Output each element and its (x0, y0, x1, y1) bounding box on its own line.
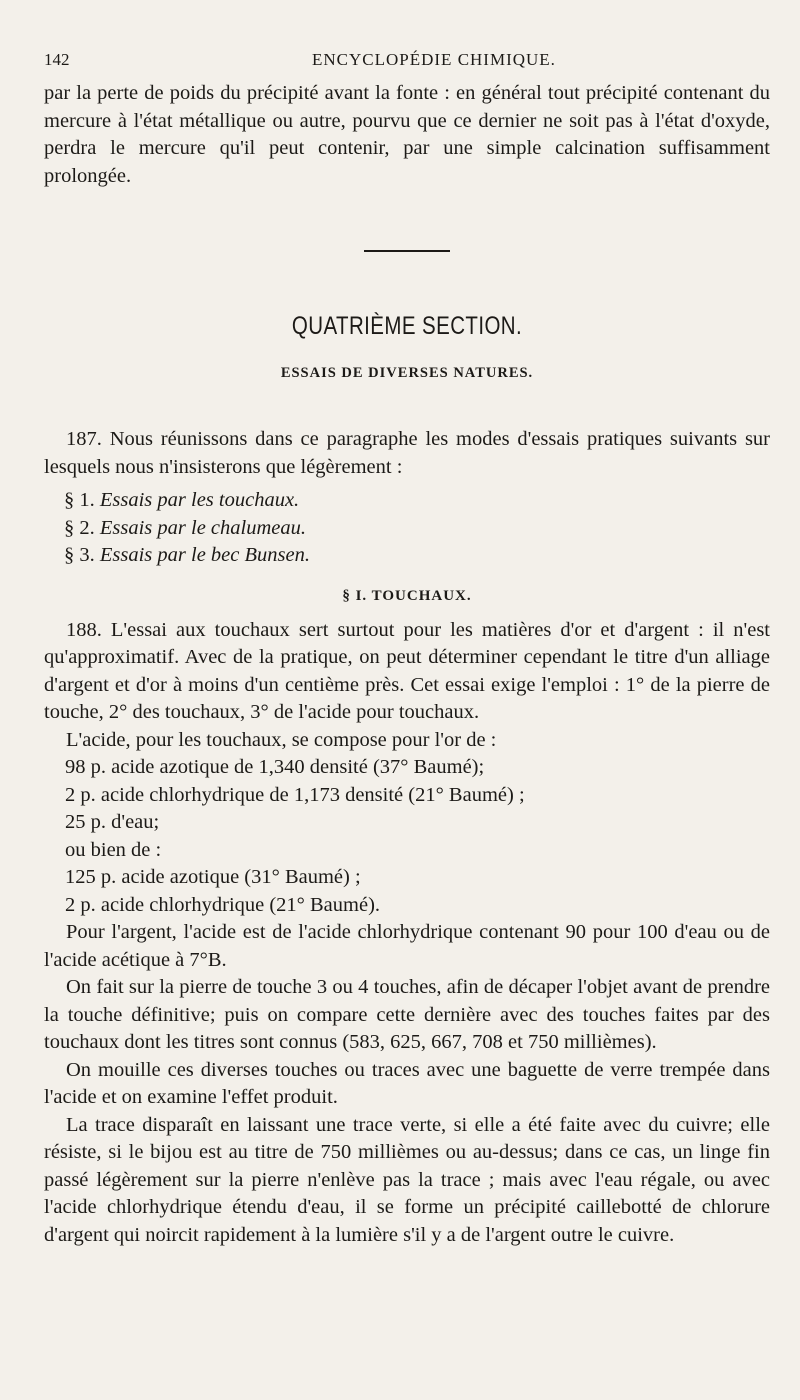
section-subtitle: ESSAIS DE DIVERSES NATURES. (280, 365, 534, 381)
section-title: QUATRIÈME SECTION. (291, 312, 523, 340)
list-item (64, 487, 770, 515)
recipe-line: 98 p. acide azotique de 1,340 densité (37° Baumé); (65, 756, 485, 778)
list-item (64, 542, 770, 570)
list-item-number: § 2. (64, 516, 95, 539)
list-item-text: Essais par le chalumeau. (99, 516, 306, 539)
recipe-gold-2 (44, 864, 770, 919)
paragraph-188: 188. L'essai aux touchaux sert surtout pour les matières d'or et d'argent : il n'est qu'approximatif. Avec de la pratique, on peut déterminer cependant le titre d'un alliage d'argent et d'or à moins d'un centième près. Cet essai exige l'emploi : 1° de la pierre de touche, 2° des touchaux, 3° de l'acide pour touchaux. (44, 618, 770, 723)
page-number: 142 (44, 50, 70, 69)
essay-list (44, 487, 770, 570)
recipe-line: ou bien de : (65, 838, 162, 861)
list-item-number: § 3. (64, 544, 95, 566)
acid-intro: L'acide, pour les touchaux, se compose pour l'or de : (66, 728, 497, 751)
list-item-text: Essais par les touchaux. (99, 489, 300, 511)
subsection-title: § I. TOUCHAUX. (342, 587, 472, 604)
list-item-text: Essais par le bec Bunsen. (99, 544, 310, 566)
recipe-line: 125 p. acide azotique (31° Baumé) ; (65, 866, 361, 888)
paragraph-touch: On fait sur la pierre de touche 3 ou 4 touches, afin de décaper l'objet avant de prendre la touche définitive; puis on compare cette dernière avec des touches faites par des touchaux dont les titres sont connus (583, 625, 667, 708 et 750 millièmes). (44, 976, 770, 1053)
running-title: ENCYCLOPÉDIE CHIMIQUE. (312, 50, 556, 69)
list-item (64, 515, 770, 543)
paragraph-wet: On mouille ces diverses touches ou traces avec une baguette de verre trempée dans l'acide et on examine l'effet produit. (44, 1058, 770, 1108)
page-header (44, 50, 770, 80)
recipe-line: 2 p. acide chlorhydrique (21° Baumé). (65, 893, 381, 916)
paragraph-trace: La trace disparaît en laissant une trace verte, si elle a été faite avec du cuivre; elle résiste, si le bijou est au titre de 750 millièmes ou au-dessus; dans ce cas, un linge fin passé légèrement sur la pierre n'enlève pas la trace ; mais avec l'eau régale, ou avec l'acide chlorhydrique étendu d'eau, il se forme un précipité caillebotté de chlorure d'argent qui noircit rapidement à la lumière s'il y a de l'argent outre le cuivre. (44, 1113, 770, 1246)
recipe-gold-1 (44, 754, 770, 864)
paragraph-silver: Pour l'argent, l'acide est de l'acide chlorhydrique contenant 90 pour 100 d'eau ou de l'acide acétique à 7°B. (44, 921, 770, 971)
section-divider (364, 250, 450, 252)
list-item-number: § 1. (64, 489, 95, 511)
recipe-line: 2 p. acide chlorhydrique de 1,173 densité (21° Baumé) ; (65, 783, 525, 806)
paragraph-187: 187. Nous réunissons dans ce paragraphe les modes d'essais pratiques suivants sur lesquels nous n'insisterons que légèrement : (44, 428, 770, 478)
intro-paragraph: par la perte de poids du précipité avant la fonte : en général tout précipité contenant du mercure à l'état métallique ou autre, pourvu que ce dernier ne soit pas à l'état d'oxyde, perdra le mercure qu'il peut contenir, par une simple calcination suffisamment prolongée. (44, 82, 770, 187)
recipe-line: 25 p. d'eau; (65, 811, 160, 833)
